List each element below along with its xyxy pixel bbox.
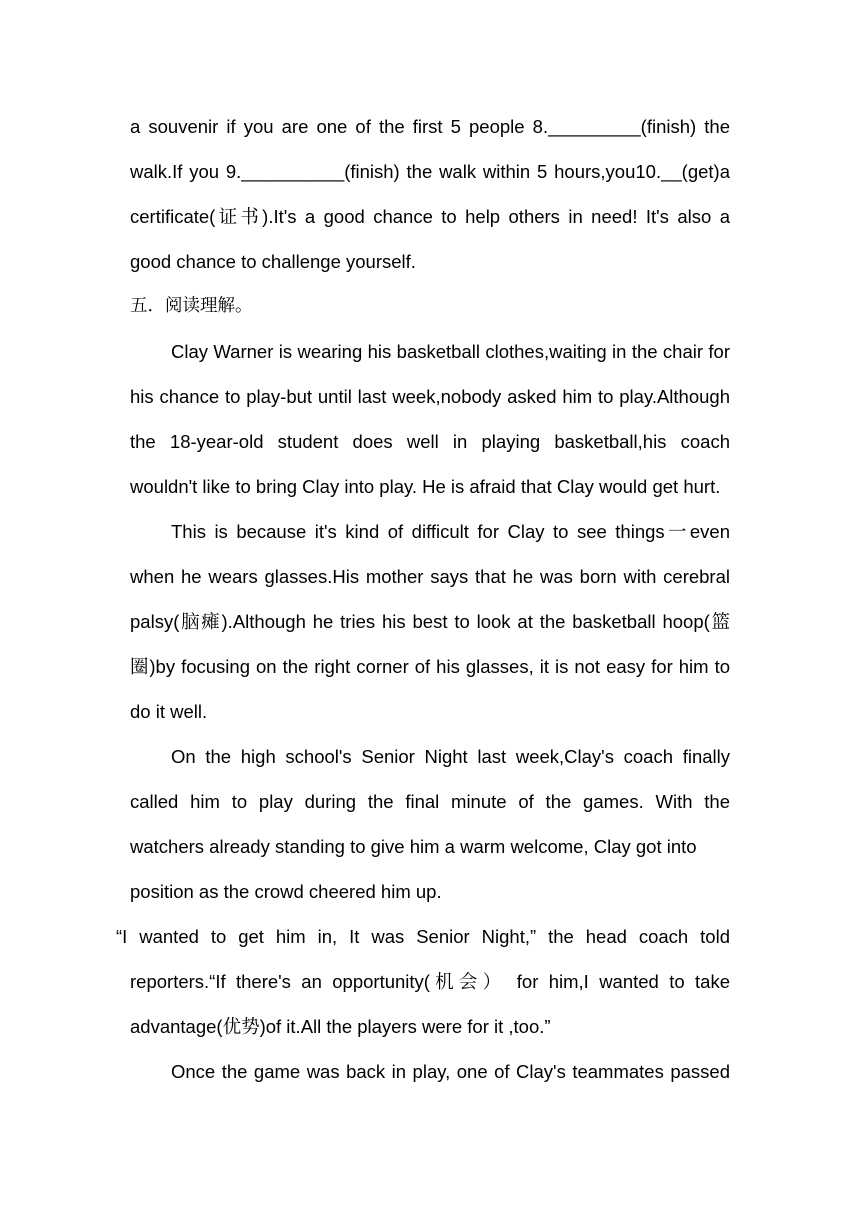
paragraph-game-resume: [130, 1049, 730, 1094]
text-line: his chance to play-but until last week,nobody asked him to play.Although: [130, 386, 730, 407]
text-line: watchers already standing to give him a warm welcome, Clay got into: [130, 836, 697, 857]
paragraph-coach-quote: [116, 914, 730, 1049]
text-line: a souvenir if you are one of the first 5 people 8._________(finish) the: [130, 116, 730, 137]
text-line: “I wanted to get him in, It was Senior Night,” the head coach told: [116, 926, 730, 947]
paragraph-difficulty: [130, 509, 730, 734]
text-line: position as the crowd cheered him up.: [130, 881, 442, 902]
text-line: called him to play during the final minute of the games. With the: [130, 791, 730, 812]
section-heading: 五．阅读理解。: [130, 296, 253, 316]
paragraph-fill-in-blanks: [130, 104, 730, 284]
text-line: palsy(脑瘫).Although he tries his best to look at the basketball hoop(篮: [130, 611, 730, 632]
text-line: On the high school's Senior Night last week,Clay's coach finally: [171, 746, 730, 767]
text-line: the 18-year-old student does well in playing basketball,his coach: [130, 431, 730, 452]
text-line: Once the game was back in play, one of Clay's teammates passed: [171, 1061, 730, 1082]
text-line: do it well.: [130, 701, 208, 722]
text-line: good chance to challenge yourself.: [130, 251, 416, 272]
text-line: when he wears glasses.His mother says that he was born with cerebral: [130, 566, 730, 587]
text-line: reporters.“If there's an opportunity(机会） for him,I wanted to take: [130, 971, 730, 992]
text-line: certificate(证书).It's a good chance to help others in need! It's also a: [130, 206, 730, 227]
text-line: walk.If you 9.__________(finish) the walk within 5 hours,you10.__(get)a: [130, 161, 730, 182]
text-line: This is because it's kind of difficult for Clay to see things一even: [171, 521, 730, 542]
text-line: advantage(优势)of it.All the players were for it ,too.”: [130, 1016, 551, 1037]
paragraph-senior-night: [130, 734, 730, 914]
document-page: [116, 104, 730, 1094]
text-line: wouldn't like to bring Clay into play. He is afraid that Clay would get hurt.: [130, 476, 721, 497]
text-line: Clay Warner is wearing his basketball clothes,waiting in the chair for: [171, 341, 730, 362]
paragraph-clay-warner: [130, 329, 730, 509]
text-line: 圈)by focusing on the right corner of his glasses, it is not easy for him to: [130, 656, 730, 677]
